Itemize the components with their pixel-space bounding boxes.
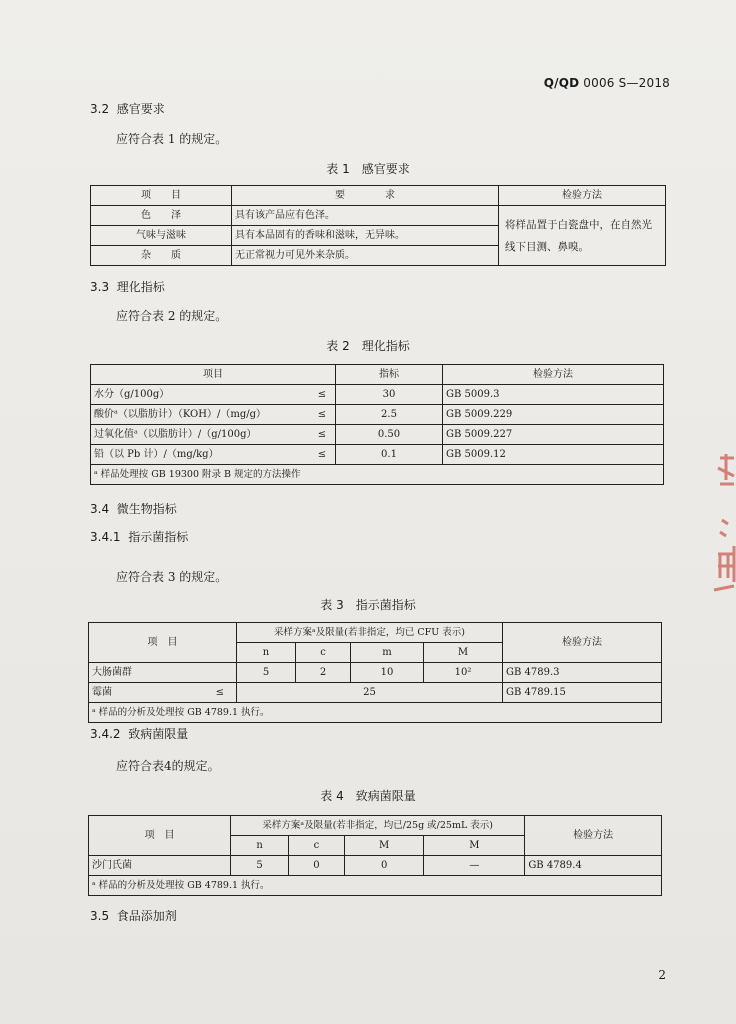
table3-sub-n: n [237,643,296,663]
table4-n: 5 [231,856,289,876]
section-number: 3.5 [90,909,110,923]
document-code [544,76,670,90]
red-seal-stamp [706,450,736,600]
section-number: 3.2 [90,102,110,116]
table2-header-value: 指标 [336,365,443,385]
table2-value: 2.5 [336,405,443,425]
section-number: 3.4.1 [90,530,121,544]
table1-header-item: 项 目 [91,186,232,206]
section-title: 指示菌指标 [128,530,189,544]
table2-value: 30 [336,385,443,405]
table2-physicochemical [90,364,664,485]
table2-header-item: 项目 [91,365,336,385]
table2-caption: 表 2 理化指标 [326,339,410,353]
table1-item: 色 泽 [91,206,232,226]
table1-method: 将样品置于白瓷盘中，在自然光线下目测、鼻嗅。 [499,206,666,266]
table3-header-method: 检验方法 [503,623,662,663]
table4-sub-M: M [424,836,525,856]
table1-requirement: 无正常视力可见外来杂质。 [232,246,499,266]
table4-caption: 表 4 致病菌限量 [320,789,416,803]
table4-header-plan: 采样方案ᵃ及限量(若非指定，均已/25g 或/25mL 表示) [231,816,525,836]
table4-M: — [424,856,525,876]
table3-n: 5 [237,663,296,683]
section-number: 3.4.2 [90,727,121,741]
table1-header-requirement: 要 求 [232,186,499,206]
table3-method: GB 4789.3 [503,663,662,683]
table2-item: 过氧化值ᵃ（以脂肪计）/（g/100g） [91,425,310,445]
table2-method: GB 5009.229 [443,405,664,425]
table4-c: 0 [289,856,345,876]
section-title: 致病菌限量 [128,727,189,741]
table1-requirement: 具有该产品应有色泽。 [232,206,499,226]
table4-header-method: 检验方法 [525,816,662,856]
section-title: 微生物指标 [116,502,177,516]
section-number: 3.4 [90,502,110,516]
table2-op: ≤ [309,405,336,425]
doc-code-number: 0006 S—2018 [579,76,670,90]
table2-header-method: 检验方法 [443,365,664,385]
table3-item: 大肠菌群 [89,663,237,683]
table1-caption: 表 1 感官要求 [326,162,410,176]
section-3-4-heading [90,500,177,517]
section-title: 理化指标 [116,280,165,294]
table2-op: ≤ [309,425,336,445]
table3-footnote: ᵃ 样品的分析及处理按 GB 4789.1 执行。 [89,703,662,723]
table2-item: 水分（g/100g） [91,385,310,405]
section-3-3-heading [90,278,165,295]
section-3-4-1-heading [90,528,188,545]
table1-requirement: 具有本品固有的香味和滋味，无异味。 [232,226,499,246]
table3-caption: 表 3 指示菌指标 [320,598,416,612]
table2-op: ≤ [309,445,336,465]
table3-value: 25 [237,683,503,703]
table4-method: GB 4789.4 [525,856,662,876]
table3-sub-M: M [424,643,503,663]
table4-item: 沙门氏菌 [89,856,231,876]
table3-sub-m: m [351,643,424,663]
table2-value: 0.1 [336,445,443,465]
table1-item: 气味与滋味 [91,226,232,246]
table4-sub-m: M [344,836,423,856]
table2-method: GB 5009.227 [443,425,664,445]
section-3-2-text: 应符合表 1 的规定。 [116,132,228,146]
section-title: 感官要求 [116,102,165,116]
section-number: 3.3 [90,280,110,294]
table2-item: 铅（以 Pb 计）/（mg/kg） [91,445,310,465]
doc-code-prefix: Q/QD [543,76,580,90]
table3-m: 10 [351,663,424,683]
table1-header-method: 检验方法 [499,186,666,206]
table2-method: GB 5009.3 [443,385,664,405]
table2-value: 0.50 [336,425,443,445]
section-3-4-2-heading [90,725,188,742]
table2-footnote: ᵃ 样品处理按 GB 19300 附录 B 规定的方法操作 [91,465,664,485]
table3-indicator-bacteria [88,622,662,723]
table4-sub-n: n [231,836,289,856]
table2-method: GB 5009.12 [443,445,664,465]
table1-sensory [90,185,666,266]
table2-op: ≤ [309,385,336,405]
table4-footnote: ᵃ 样品的分析及处理按 GB 4789.1 执行。 [89,876,662,896]
table3-header-item: 项 目 [89,623,237,663]
section-title: 食品添加剂 [116,909,177,923]
table3-item: 霉菌 [89,683,167,703]
table3-op: ≤ [166,683,236,703]
table3-c: 2 [296,663,351,683]
table4-sub-c: c [289,836,345,856]
table3-sub-c: c [296,643,351,663]
table3-header-plan: 采样方案ᵃ及限量(若非指定，均已 CFU 表示) [237,623,503,643]
table4-pathogen-limits [88,815,662,896]
table4-m: 0 [344,856,423,876]
section-3-4-1-text: 应符合表 3 的规定。 [116,570,228,584]
section-3-4-2-text: 应符合表4的规定。 [116,759,220,773]
section-3-3-text: 应符合表 2 的规定。 [116,309,228,323]
section-3-2-heading [90,100,165,117]
page-number: 2 [658,968,666,982]
table2-item: 酸价ᵃ（以脂肪计）（KOH）/（mg/g） [91,405,310,425]
table3-method: GB 4789.15 [503,683,662,703]
table3-M: 10² [424,663,503,683]
table1-item: 杂 质 [91,246,232,266]
table4-header-item: 项 目 [89,816,231,856]
section-3-5-heading [90,907,177,924]
